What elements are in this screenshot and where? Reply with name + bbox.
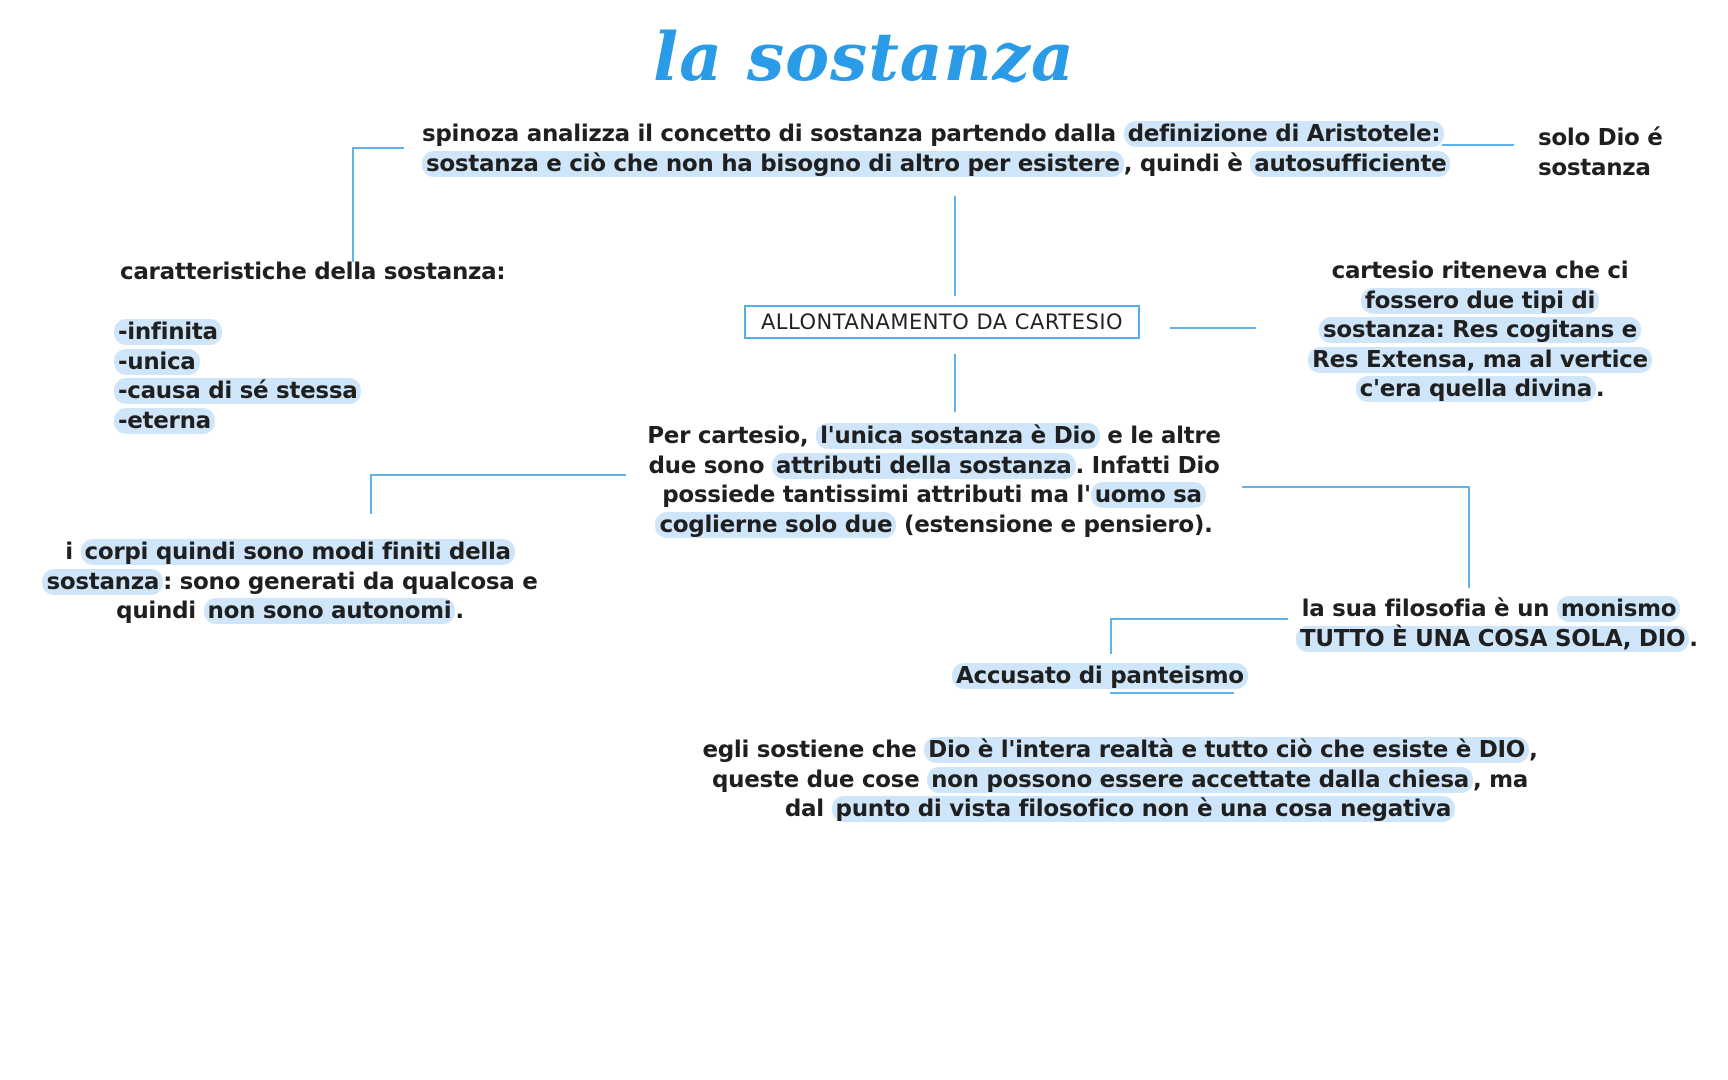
connector-line <box>352 147 404 149</box>
list-item: -unica <box>114 349 200 375</box>
intro-text: spinoza analizza il concetto di sostanza partendo dalla definizione di Aristotele: sostanza e ciò che non ha bisogno di altro per esistere , quindi è autosufficiente <box>422 120 1450 179</box>
list-item: -infinita <box>114 319 222 345</box>
list-item: -causa di sé stessa <box>114 378 361 404</box>
page-title: la sostanza <box>653 18 1075 96</box>
caratteristiche-list <box>114 318 361 436</box>
monismo-text: la sua filosofia è un monismo TUTTO È UNA COSA SOLA, DIO . <box>1296 595 1686 654</box>
connector-line <box>1110 692 1234 694</box>
caratteristiche-heading: caratteristiche della sostanza: <box>120 259 506 285</box>
connector-line <box>954 354 956 412</box>
list-item: -eterna <box>114 408 215 434</box>
connector-line <box>370 474 626 476</box>
connector-line <box>1468 486 1470 588</box>
cartesio-note: cartesio riteneva che ci fossero due tipi di sostanza: Res cogitans e Res Extensa, ma al vertice c'era quella divina . <box>1290 257 1670 405</box>
connector-line <box>1242 486 1470 488</box>
connector-line <box>1170 327 1256 329</box>
solo-dio-note: solo Dio é sostanza <box>1538 125 1663 181</box>
connector-line <box>1110 618 1112 654</box>
conclusione-text: egli sostiene che Dio è l'intera realtà e tutto ciò che esiste è DIO , queste due cose non possono essere accettate dalla chiesa , ma dal punto di vista filosofico non è una cosa negativa <box>702 737 1538 822</box>
connector-line <box>1442 144 1514 146</box>
connector-line <box>954 196 956 296</box>
corpi-text: i corpi quindi sono modi finiti della sostanza : sono generati da qualcosa e quindi non sono autonomi . <box>40 538 540 627</box>
per-cartesio-text: Per cartesio, l'unica sostanza è Dio e le altre due sono attributi della sostanza . Infatti Dio possiede tantissimi attributi ma l' uomo sa coglierne solo due (estensione e pensiero). <box>647 423 1221 538</box>
connector-line <box>352 147 354 262</box>
panteismo-text: Accusato di panteismo <box>952 662 1248 692</box>
connector-line <box>370 474 372 514</box>
allontanamento-box: ALLONTANAMENTO DA CARTESIO <box>744 305 1140 339</box>
connector-line <box>1110 618 1288 620</box>
